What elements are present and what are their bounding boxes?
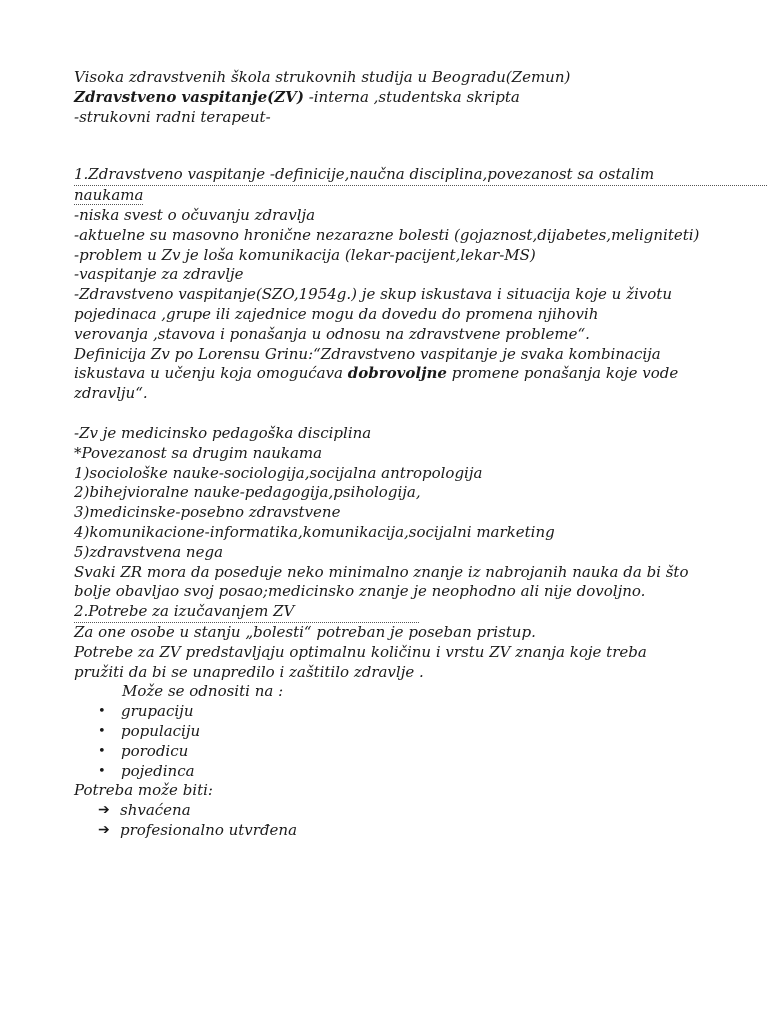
bullet-icon: • xyxy=(98,743,106,759)
text-line: pojedinaca ,grupe ili zajednice mogu da dovedu do promena njihovih xyxy=(74,304,599,323)
text-line: -aktuelne su masovno hronične nezarazne bolesti (gojaznost,dijabetes,meligniteti) xyxy=(74,225,700,244)
section1-heading-text: 1.Zdravstveno vaspitanje -definicije,naučna disciplina,povezanost sa ostalim xyxy=(74,165,767,186)
list-item: • pojedinca xyxy=(98,761,195,780)
list-item: • porodicu xyxy=(98,741,189,760)
text-line: verovanja ,stavova i ponašanja u odnosu na zdravstvene probleme“. xyxy=(74,324,590,343)
text-line: -vaspitanje za zdravlje xyxy=(74,265,244,284)
need-label: Potreba može biti: xyxy=(74,781,213,800)
text-line: 1)sociološke nauke-sociologija,socijalna antropologija xyxy=(74,463,483,482)
text-line: -niska svest o očuvanju zdravlja xyxy=(74,205,316,224)
bullet-icon: • xyxy=(98,763,106,779)
bullet-icon: • xyxy=(98,723,106,739)
text-line: bolje obavljao svoj posao;medicinsko znanje je neophodno ali nije dovoljno. xyxy=(74,582,646,601)
program-name: -strukovni radni terapeut- xyxy=(74,107,271,126)
section2-heading xyxy=(74,602,768,623)
text-line: Svaki ZR mora da poseduje neko minimalno znanje iz nabrojanih nauka da bi što xyxy=(74,562,689,581)
text-line: 3)medicinske-posebno zdravstvene xyxy=(74,503,341,522)
school-name: Visoka zdravstvenih škola strukovnih studija u Beogradu(Zemun) xyxy=(74,68,571,86)
course-title: Zdravstveno vaspitanje(ZV) xyxy=(74,87,304,106)
list-item: • grupaciju xyxy=(98,702,194,721)
text-line: 2)bihejvioralne nauke-pedagogija,psihologija, xyxy=(74,483,421,502)
text-line: -Zv je medicinsko pedagoška disciplina xyxy=(74,423,372,442)
refers-to-label: Može se odnositi na : xyxy=(122,682,284,701)
text-line: Potrebe za ZV predstavljaju optimalnu količinu i vrstu ZV znanja koje treba xyxy=(74,642,647,661)
arrow-right-icon: ➔ xyxy=(98,802,110,819)
list-item: • populaciju xyxy=(98,721,201,740)
text-line: 4)komunikacione-informatika,komunikacija,socijalni marketing xyxy=(74,522,555,541)
document-title-line xyxy=(74,88,768,108)
list-item: ➔ shvaćena xyxy=(98,801,191,820)
arrow-right-icon: ➔ xyxy=(98,821,110,838)
arrow-list xyxy=(74,801,768,841)
section2-heading-text: 2.Potrebe za izučavanjem ZV xyxy=(74,602,419,623)
text-line: -Zdravstveno vaspitanje(SZO,1954g.) je skup iskustava i situacija koje u životu xyxy=(74,285,672,304)
section1-heading xyxy=(74,165,768,186)
text-line: 5)zdravstvena nega xyxy=(74,542,224,561)
bullet-icon: • xyxy=(98,704,106,720)
list-item: ➔ profesionalno utvrđena xyxy=(98,820,298,839)
text-line: Za one osobe u stanju „bolesti“ potreban je poseban pristup. xyxy=(74,622,536,641)
section1-heading-cont: naukama xyxy=(74,186,144,205)
text-line: *Povezanost sa drugim naukama xyxy=(74,443,323,462)
emphasis-word: dobrovoljne xyxy=(347,364,447,383)
text-line: pružiti da bi se unapredilo i zaštitilo zdravlje . xyxy=(74,662,424,681)
text-line: Definicija Zv po Lorensu Grinu:“Zdravstveno vaspitanje je svaka kombinacija xyxy=(74,344,661,363)
text-line: -problem u Zv je loša komunikacija (lekar-pacijent,lekar-MS) xyxy=(74,245,536,264)
bullet-list xyxy=(74,702,768,781)
text-line: zdravlju“. xyxy=(74,384,148,403)
course-note: -interna ,studentska skripta xyxy=(303,87,520,106)
definition-line: iskustava u učenju koja omogućava dobrovoljne promene ponašanja koje vode xyxy=(74,364,679,383)
